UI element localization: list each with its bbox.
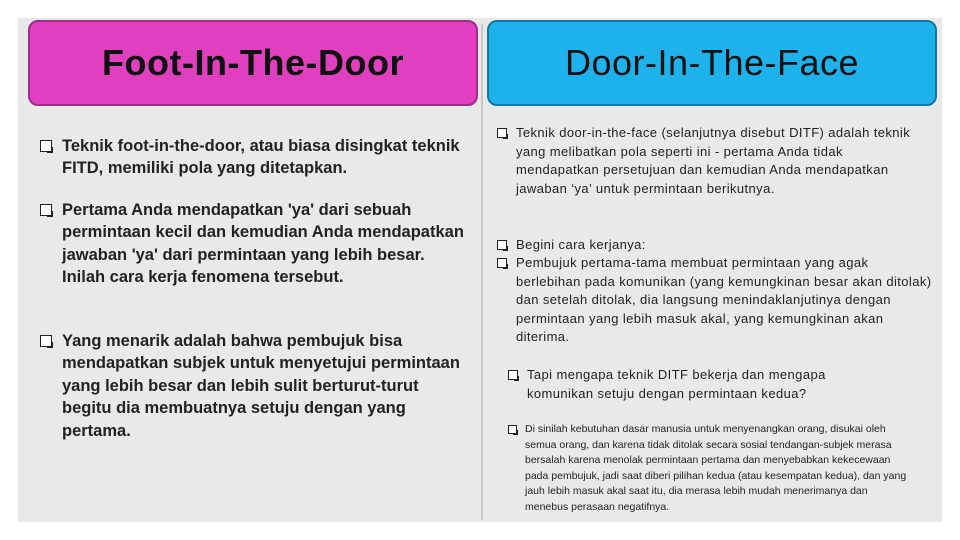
- door-in-the-face-header: [487, 20, 937, 106]
- left-bullet-text: Yang menarik adalah bahwa pembujuk bisa mendapatkan subjek untuk menyetujui permintaan yang lebih besar dan lebih sulit berturut-turut begitu dia membuatnya setuju dengan yang pertama.: [62, 332, 460, 440]
- checkbox-bullet-icon: [40, 204, 52, 216]
- right-bullet-5: [508, 422, 910, 516]
- door-in-the-face-title: Door-In-The-Face: [564, 42, 860, 83]
- foot-in-the-door-header: [28, 20, 478, 106]
- left-bullet-2: [40, 199, 465, 289]
- checkbox-bullet-icon: [40, 335, 52, 347]
- right-bullet-2: [497, 236, 927, 255]
- foot-in-the-door-title: Foot-In-The-Door: [102, 42, 404, 83]
- right-bullet-text: Pembujuk pertama-tama membuat permintaan yang agak berlebihan pada komunikan (yang kemungkinan besar akan ditolak) dan setelah ditolak, dia langsung menindaklanjutinya dengan permintaan yang lebih masuk akal, yang kemungkinan akan diterima.: [516, 255, 932, 345]
- left-bullet-1: [40, 135, 465, 180]
- right-bullet-text: Begini cara kerjanya:: [516, 237, 646, 252]
- left-bullet-3: [40, 330, 465, 442]
- column-divider: [481, 24, 483, 520]
- checkbox-bullet-icon: [497, 128, 507, 138]
- left-bullet-text: Teknik foot-in-the-door, atau biasa disingkat teknik FITD, memiliki pola yang ditetapkan.: [62, 137, 460, 178]
- checkbox-bullet-icon: [508, 425, 517, 434]
- right-bullet-4: [508, 366, 888, 403]
- checkbox-bullet-icon: [40, 140, 52, 152]
- right-bullet-text: Teknik door-in-the-face (selanjutnya disebut DITF) adalah teknik yang melibatkan pola seperti ini - pertama Anda tidak mendapatkan persetujuan dan kemudian Anda mendapatkan jawaban ‘ya’ untuk permintaan berikutnya.: [516, 125, 911, 196]
- right-bullet-text: Tapi mengapa teknik DITF bekerja dan mengapa komunikan setuju dengan permintaan kedua?: [527, 367, 826, 401]
- checkbox-bullet-icon: [508, 370, 518, 380]
- checkbox-bullet-icon: [497, 240, 507, 250]
- left-bullet-text: Pertama Anda mendapatkan 'ya' dari sebuah permintaan kecil dan kemudian Anda mendapatkan jawaban 'ya' dari permintaan yang lebih besar. Inilah cara kerja fenomena tersebut.: [62, 201, 464, 287]
- right-bullet-text: Di sinilah kebutuhan dasar manusia untuk menyenangkan orang, disukai oleh semua orang, dan karena tidak ditolak secara sosial tendangan-subjek merasa bersalah karena menolak permintaan pertama dan menyebabkan kekecewaan pada pembujuk, jadi saat diberi pilihan kedua (atau kesempatan kedua), dan yang jauh lebih masuk akal saat itu, dia merasa lebih mudah menerimanya dan menebus perasaan negatifnya.: [525, 423, 907, 513]
- right-bullet-1: [497, 124, 927, 198]
- right-bullet-3: [497, 254, 932, 347]
- checkbox-bullet-icon: [497, 258, 507, 268]
